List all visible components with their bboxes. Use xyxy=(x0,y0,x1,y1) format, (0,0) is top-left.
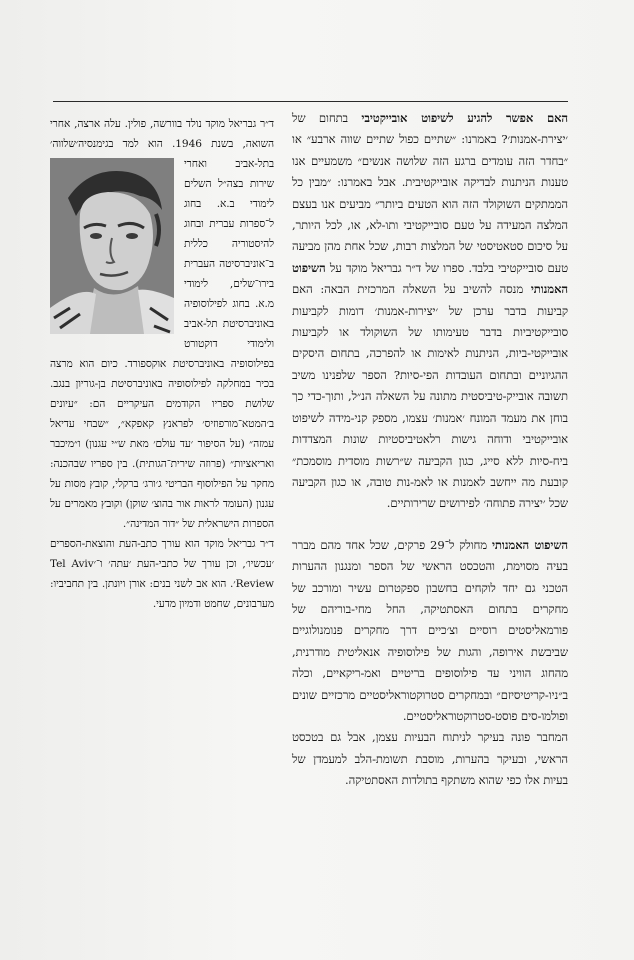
main-article-column xyxy=(292,108,568,792)
bio-paragraph-2: ד״ר גבריאל מוקד הוא עורך כתב-העת והוצאת-הספרים ׳עכשיו׳, וכן עורך של כתבי-העת ׳עתה׳ ו־׳Tel Aviv Review׳. הוא אב לשני בנים: אורן ויונתן. בין תחביביו: מערבונים, שחמט ודמיון מדעי. xyxy=(50,538,274,610)
article-paragraph-3: המחבר פונה בעיקר לניתוח הבעיות עצמן, אבל גם בטכסט הראשי, ובעיקר בהערות, מוסבת תשומת-הלב למעמדן של בעיות אלו כפי שהוא משתקף בתולדות האסתטיקה. xyxy=(292,730,568,788)
author-portrait-photo xyxy=(50,158,174,334)
article-paragraph-1 xyxy=(292,108,568,515)
portrait-drawing xyxy=(50,158,174,334)
author-bio-column xyxy=(50,114,274,614)
bio-text-continued: ׳שלווה׳ בתל-אביב ואחרי שירות בצה״ל השלים לימודי ב.א. בחוג ל־ספרות עברית ובחוג להיסטוריה כללית ב־אוניברסיטה העברית בירו־שלים, לימודי מ.א. בחוג לפילוסופיה באוניברסיטת תל-אביב ולימודי דוקטורט בפילוסופיה באוניברסיטת אוקספורד. כיום הוא מרצה בכיר במחלקה לפילוסופיה באוניברסיטת בן-גוריון בנגב. שלושת ספריו הקודמים העיקריים הם: ״עיונים ב׳המטא־מורפוזיס׳ לפראנץ קאפקא״, ״שבחי עדיאל עמזה״ (על הסיפור ׳עד עולם׳ מאת ש״י עגנון) ו״מיכבר ואריאציות״ (פרוזה שירית־הגותית). בין ספריו שבהכנה: מחקר על הפילוסוף הבריטי ג׳ורג׳ ברקלי, קובץ מסות על עגנון (העומד לראות אור בהוצ׳ שוקן) וקובץ מאמרים על הספרות הישראלית של ״דור המדינה״. xyxy=(50,138,274,530)
bio-text-start: ד״ר גבריאל מוקד נולד בוורשה, פולין. עלה ארצה, אחרי השואה, בשנת 1946. הוא למד בגימנסיה xyxy=(50,118,274,150)
book-title-bold: השיפוט האמנותי xyxy=(292,260,568,297)
article-text-2: מחולק ל־29 פרקים, שכל אחד מהם מברר בעיה מסוימת, והטכסט הראשי של הספר ומנגנון ההערות הטכני גם יחד לוקחים בחשבון ספקטרום עשיר ומורכב של מחקרים בתחום האסתטיקה, החל מחי-בוריהם של פורמאליסטים רוסיים וצ׳כיים דרך מחקרים פנומנולוגיים שביבשת אירופה, והגות של פילוסופיה אנאליטית מודרנית, מהחוג הוויני עד פילוסופים בריטיים ואמ-ריקאיים, וכלה ב״ניו-קריטיסיזם״ ובמחקרים סטרוקטוראליסטיים מרכזיים שונים ופולמו-סים פוסט-סטרוקטוראליסטיים. xyxy=(292,537,568,723)
article-bold-intro: האם אפשר להגיע לשיפוט אובייקטיבי xyxy=(361,111,568,125)
article-text-1a: בתחום של ׳יצירת-אמנות׳? באמרנו: ״שתיים כפול שתיים שווה ארבע״ או ״בחדר הזה עומדים ברגע הזה שלושה אנשים״ משמעיים אנו טענות הניתנות לבדיקה אובייקטיבית. אבל באמרנו: ״מבין כל הממתקים השוקולד הזה הוא הטעים ביותר״ מביעים אנו בעצם המלצה המעידה על טעם סובייקטיבי ותו-לא, או, לכל היותר, על סיכום סטאטיסטי של המלצות רבות, שכל אחת מהן מביעה טעם סובייקטיבי בלבד. ספרו של ד״ר גבריאל מוקד על xyxy=(292,111,568,275)
book-title-bold-2: השיפוט האמנותי xyxy=(491,537,568,552)
article-paragraph-2 xyxy=(292,535,568,728)
bio-paragraph-1 xyxy=(50,114,274,534)
top-rule xyxy=(53,101,568,102)
article-text-1b: מנסה להשיב על השאלה המרכזית הבאה: האם קביעות בדבר ערכן של ׳יצירות-אמנות׳ דומות לקביעות סובייקטיביות בדבר טעימותו של השוקולד או לקביעות אובייקטי-ביות, הניתנות לאימות או להפרכה, בתחום היסקים ההגיוניים ובתחום העובדות הפי-סיות? הספר שלפנינו משיב תשובה אובייק-טיביסטית מתונה על השאלה הנ״ל, ותוך-כדי כך בוחן את מעמד המונח ׳אמנות׳ עצמו, מספק קני-מידה לשיפוט אובייקטיבי ודוחה גישות רלאטיביסטיות שונות המצדדות ביח-סיות ללא סייג, כגון הקביעה ש״רשות מוסדית מוסמכת״ קובעת מה ייחשב לאמנות או לאמ-נות טובה, או כגון הקביעה שכל ׳יצירה פתוחה׳ לפירושים שרירותיים. xyxy=(292,282,568,511)
